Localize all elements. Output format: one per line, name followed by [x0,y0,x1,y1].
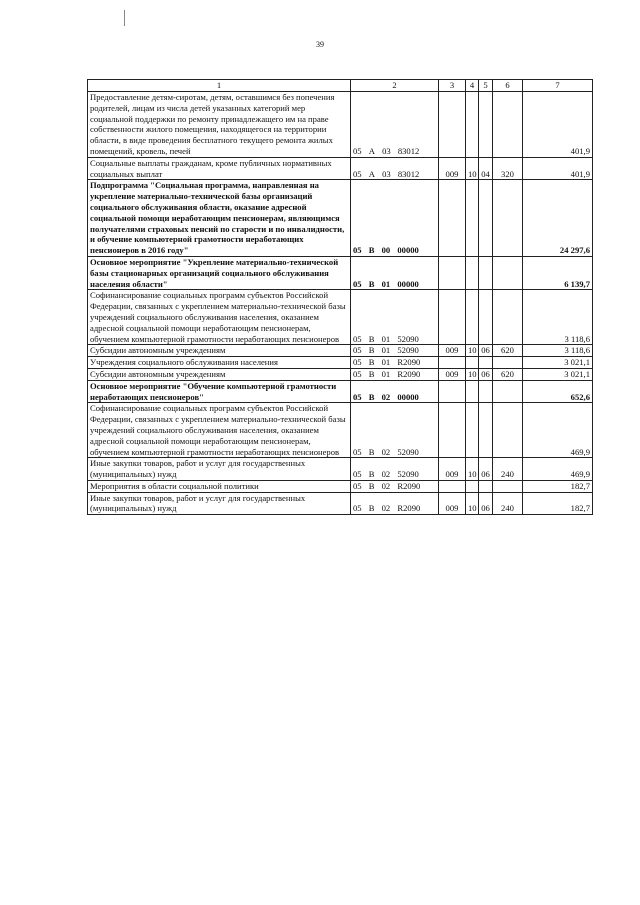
row-subsection-cell [479,403,493,458]
row-subsection-cell: 06 [479,345,493,357]
row-code-cell: 05 В 01 00000 [351,256,439,289]
column-header: 7 [523,80,593,92]
row-ministry-cell: 009 [439,157,466,180]
row-section-cell: 10 [466,345,479,357]
table-row [88,290,593,345]
row-subsection-cell [479,180,493,257]
row-section-cell: 10 [466,492,479,515]
row-expense-type-cell [493,290,523,345]
row-name-cell: Софинансирование социальных программ субъектов Российской Федерации, связанных с укреплением материально-технической базы учреждений социального обслуживания населения, оказанием адресной социальной помощи неработающим пенсионерам, обучением компьютерной грамотности неработающих пенсионеров [88,403,351,458]
row-subsection-cell [479,290,493,345]
row-section-cell [466,380,479,403]
row-expense-type-cell [493,357,523,369]
row-amount-cell: 3 021,1 [523,368,593,380]
column-header: 2 [351,80,439,92]
row-amount-cell: 401,9 [523,92,593,158]
budget-table [87,79,593,515]
row-subsection-cell: 04 [479,157,493,180]
row-section-cell: 10 [466,458,479,481]
table-row [88,368,593,380]
row-subsection-cell [479,480,493,492]
row-subsection-cell [479,357,493,369]
row-ministry-cell: 009 [439,458,466,481]
row-code-cell: 05 В 01 52090 [351,345,439,357]
row-expense-type-cell: 240 [493,492,523,515]
row-section-cell [466,92,479,158]
table-row [88,256,593,289]
row-ministry-cell: 009 [439,492,466,515]
row-name-cell: Субсидии автономным учреждениям [88,345,351,357]
table-row [88,92,593,158]
column-header: 1 [88,80,351,92]
row-ministry-cell [439,290,466,345]
row-amount-cell: 469,9 [523,403,593,458]
row-code-cell: 05 А 03 83012 [351,92,439,158]
row-name-cell: Основное мероприятие "Укрепление материально-технической базы стационарных организаций социального обслуживания населения области" [88,256,351,289]
column-header: 5 [479,80,493,92]
column-header: 6 [493,80,523,92]
table-row [88,380,593,403]
row-subsection-cell [479,256,493,289]
row-name-cell: Учреждения социального обслуживания населения [88,357,351,369]
row-amount-cell: 652,6 [523,380,593,403]
row-expense-type-cell: 620 [493,368,523,380]
row-ministry-cell [439,256,466,289]
row-subsection-cell: 06 [479,458,493,481]
row-subsection-cell [479,380,493,403]
row-expense-type-cell [493,180,523,257]
row-name-cell: Иные закупки товаров, работ и услуг для государственных (муниципальных) нужд [88,458,351,481]
row-ministry-cell [439,480,466,492]
row-name-cell: Субсидии автономным учреждениям [88,368,351,380]
row-ministry-cell [439,357,466,369]
table-row [88,180,593,257]
row-code-cell: 05 В 02 00000 [351,380,439,403]
row-amount-cell: 401,9 [523,157,593,180]
row-amount-cell: 6 139,7 [523,256,593,289]
row-code-cell: 05 В 02 R2090 [351,492,439,515]
row-section-cell [466,403,479,458]
row-expense-type-cell: 320 [493,157,523,180]
table-row [88,492,593,515]
row-code-cell: 05 В 01 52090 [351,290,439,345]
row-section-cell [466,180,479,257]
table-row [88,157,593,180]
row-amount-cell: 469,9 [523,458,593,481]
table-row [88,403,593,458]
row-amount-cell: 182,7 [523,480,593,492]
row-name-cell: Подпрограмма "Социальная программа, направленная на укрепление материально-технической базы организаций социального обслуживания области, оказание адресной социальной помощи неработающим пенсионерам, являющимся получателями страховых пенсий по старости и по инвалидности, и обучение компьютерной грамотности неработающих пенсионеров в 2016 году" [88,180,351,257]
row-ministry-cell [439,180,466,257]
row-code-cell: 05 В 02 R2090 [351,480,439,492]
row-ministry-cell: 009 [439,345,466,357]
row-section-cell [466,290,479,345]
row-subsection-cell: 06 [479,492,493,515]
row-expense-type-cell: 240 [493,458,523,481]
table-row [88,480,593,492]
row-name-cell: Софинансирование социальных программ субъектов Российской Федерации, связанных с укреплением материально-технической базы учреждений социального обслуживания населения, оказанием адресной социальной помощи неработающим пенсионерам, обучением компьютерной грамотности неработающих пенсионеров [88,290,351,345]
row-amount-cell: 3 021,1 [523,357,593,369]
row-amount-cell: 3 118,6 [523,345,593,357]
row-name-cell: Предоставление детям-сиротам, детям, оставшимся без попечения родителей, лицам из числа детей указанных категорий мер социальной поддержки по ремонту принадлежащего им на праве собственности жилого помещения, находящегося на территории области, в виде проведения бесплатного текущего ремонта жилых помещений, кровель, печей [88,92,351,158]
row-code-cell: 05 В 01 R2090 [351,368,439,380]
column-header: 3 [439,80,466,92]
row-expense-type-cell [493,256,523,289]
row-expense-type-cell [493,92,523,158]
row-amount-cell: 182,7 [523,492,593,515]
row-code-cell: 05 В 01 R2090 [351,357,439,369]
row-ministry-cell [439,92,466,158]
row-section-cell [466,357,479,369]
row-ministry-cell [439,380,466,403]
row-code-cell: 05 В 00 00000 [351,180,439,257]
row-subsection-cell [479,92,493,158]
row-section-cell [466,480,479,492]
row-subsection-cell: 06 [479,368,493,380]
row-name-cell: Основное мероприятие "Обучение компьютерной грамотности неработающих пенсионеров" [88,380,351,403]
scan-mark [124,10,125,26]
table-row [88,458,593,481]
row-name-cell: Иные закупки товаров, работ и услуг для государственных (муниципальных) нужд [88,492,351,515]
row-expense-type-cell [493,403,523,458]
table-row [88,345,593,357]
row-code-cell: 05 В 02 52090 [351,458,439,481]
row-expense-type-cell: 620 [493,345,523,357]
row-section-cell: 10 [466,368,479,380]
table-row [88,357,593,369]
page-number: 39 [316,40,324,49]
row-expense-type-cell [493,380,523,403]
row-ministry-cell: 009 [439,368,466,380]
row-amount-cell: 24 297,6 [523,180,593,257]
column-header: 4 [466,80,479,92]
row-code-cell: 05 В 02 52090 [351,403,439,458]
row-name-cell: Социальные выплаты гражданам, кроме публичных нормативных социальных выплат [88,157,351,180]
row-code-cell: 05 А 03 83012 [351,157,439,180]
header-row [88,80,593,92]
row-name-cell: Мероприятия в области социальной политики [88,480,351,492]
row-ministry-cell [439,403,466,458]
table-body [88,92,593,515]
row-expense-type-cell [493,480,523,492]
row-section-cell [466,256,479,289]
row-amount-cell: 3 118,6 [523,290,593,345]
row-section-cell: 10 [466,157,479,180]
